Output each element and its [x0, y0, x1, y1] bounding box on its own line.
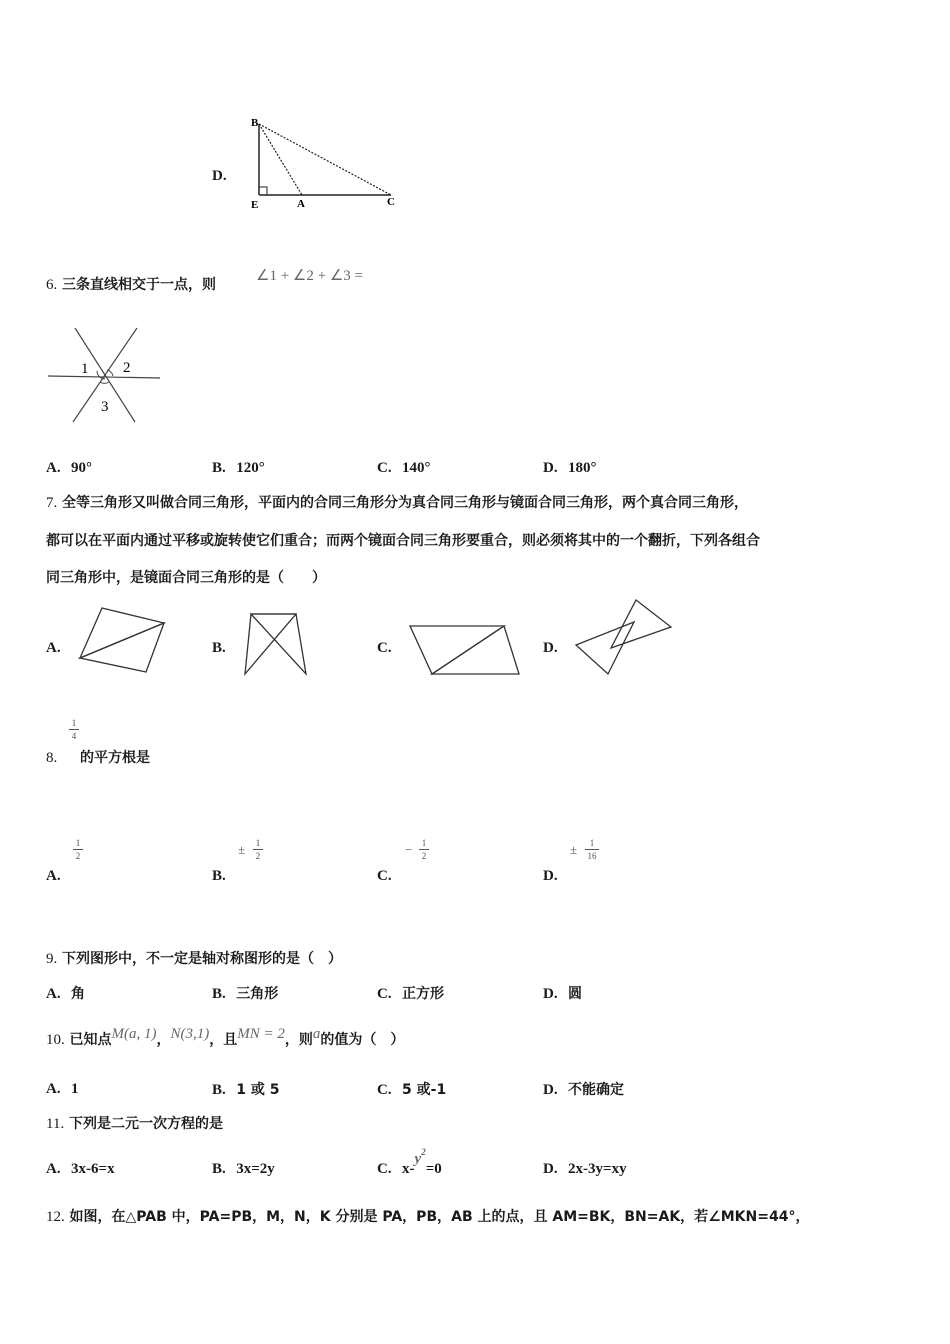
q7-option-c-label[interactable]: C.	[377, 640, 392, 656]
q11-option-c[interactable]: C. $x-y^2=0$	[377, 1147, 442, 1177]
q8-option-d-label[interactable]: D.	[543, 868, 558, 884]
point-m-expression: M(a, 1)	[111, 1026, 157, 1042]
q9-stem: 9. 下列图形中，不一定是轴对称图形的是（ ）	[46, 951, 343, 967]
point-a-label: A	[297, 198, 305, 210]
q6-option-d[interactable]: D. 180°	[543, 460, 597, 476]
q5-option-d-label: D.	[212, 168, 227, 184]
variable-a: a	[312, 1026, 321, 1042]
q7-option-a-figure	[78, 606, 168, 676]
q7-option-d-label[interactable]: D.	[543, 640, 558, 656]
q8-option-b-label[interactable]: B.	[212, 868, 226, 884]
point-c-label: C	[387, 196, 395, 208]
q7-stem-line3: 同三角形中，是镜面合同三角形的是（ ）	[46, 570, 326, 586]
q7-option-a-label[interactable]: A.	[46, 640, 61, 656]
q9-option-d[interactable]: D. 圆	[543, 986, 583, 1002]
q8-option-d-fraction: 1 16	[585, 838, 599, 861]
variable-y: y	[414, 1151, 422, 1167]
q12-stem: 12. 如图，在△PAB 中，PA=PB，M，N，K 分别是 PA，PB，AB 上的点，且 AM=BK，BN=AK，若∠MKN=44°，	[46, 1209, 810, 1225]
q6-option-c[interactable]: C. 140°	[377, 460, 431, 476]
q6-angle-expression: ∠1 + ∠2 + ∠3 =	[256, 268, 363, 284]
q7-option-b-label[interactable]: B.	[212, 640, 226, 656]
q8-option-c-fraction: 1 2	[419, 838, 429, 861]
q8-stem: 8. 的平方根是	[46, 750, 151, 766]
q5-right-triangle-figure	[245, 112, 405, 212]
q7-option-d-figure	[572, 598, 682, 678]
q7-stem-line1: 7. 全等三角形又叫做合同三角形，平面内的合同三角形分为真合同三角形与镜面合同三角形，两个真合同三角形，	[46, 495, 749, 511]
q11-option-a[interactable]: A. 3x-6=x	[46, 1161, 115, 1177]
q8-fraction-one-quarter: 1 4	[69, 718, 79, 741]
q9-option-a[interactable]: A. 角	[46, 986, 86, 1002]
q8-option-a-fraction: 1 2	[73, 838, 83, 861]
q8-option-b-sign: ±	[238, 842, 246, 857]
q8-option-a-label[interactable]: A.	[46, 868, 61, 884]
q10-option-a[interactable]: A. 1	[46, 1081, 79, 1097]
q6-three-lines-figure	[46, 326, 166, 426]
q6-option-a[interactable]: A. 90°	[46, 460, 93, 476]
mn-expression: MN = 2	[237, 1026, 285, 1042]
q6-option-b[interactable]: B. 120°	[212, 460, 265, 476]
q11-option-d[interactable]: D. 2x-3y=xy	[543, 1161, 627, 1177]
q10-option-d[interactable]: D. 不能确定	[543, 1082, 625, 1098]
q7-stem-line2: 都可以在平面内通过平移或旋转使它们重合；而两个镜面合同三角形要重合，则必须将其中的一个翻折，下列各组合	[46, 533, 760, 549]
q11-stem: 11. 下列是二元一次方程的是	[46, 1116, 223, 1132]
angle-1-label: 1	[81, 361, 89, 377]
angle-3-label: 3	[101, 399, 109, 415]
q10-option-c[interactable]: C. 5 或-1	[377, 1082, 447, 1098]
q8-option-d-sign: ±	[570, 842, 578, 857]
q8-option-c-sign: −	[405, 842, 413, 857]
q8-option-c-label[interactable]: C.	[377, 868, 392, 884]
q7-option-c-figure	[408, 622, 528, 682]
point-b-label: B	[251, 117, 259, 129]
exponent-2: 2	[421, 1147, 426, 1157]
angle-2-label: 2	[123, 360, 131, 376]
q9-option-c[interactable]: C. 正方形	[377, 986, 445, 1002]
q7-option-b-figure	[240, 608, 310, 680]
q11-option-b[interactable]: B. 3x=2y	[212, 1161, 275, 1177]
q10-option-b[interactable]: B. 1 或 5	[212, 1082, 280, 1098]
q9-option-b[interactable]: B. 三角形	[212, 986, 279, 1002]
q8-option-b-fraction: 1 2	[253, 838, 263, 861]
point-n-expression: N(3,1)	[170, 1026, 210, 1042]
q6-stem: 6. 三条直线相交于一点，则	[46, 277, 217, 293]
point-e-label: E	[251, 199, 259, 211]
q10-stem: 10. 已知点M(a, 1)，N(3,1)，且MN = 2，则a的值为（ ）	[46, 1026, 405, 1048]
